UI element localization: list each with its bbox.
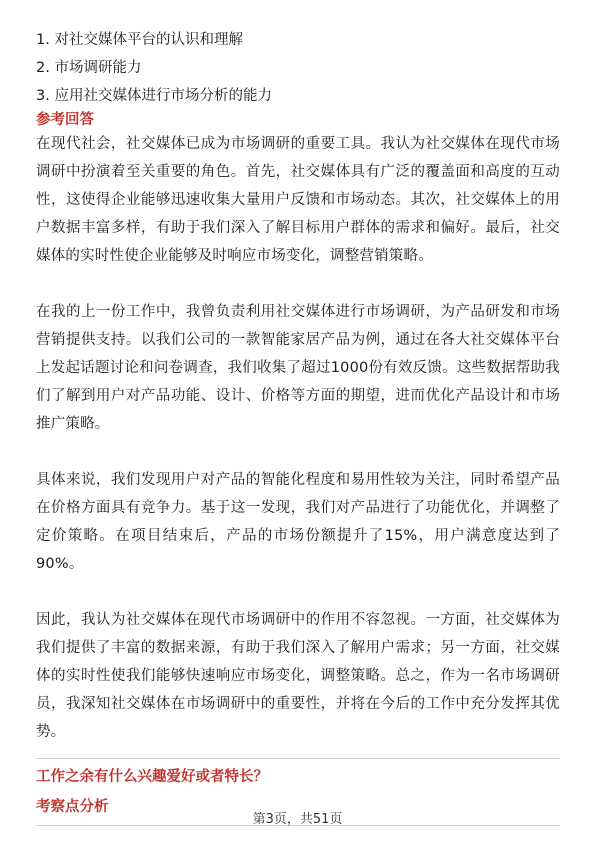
- list-item: 3. 应用社交媒体进行市场分析的能力: [36, 88, 272, 104]
- paragraph: 在现代社会，社交媒体已成为市场调研的重要工具。我认为社交媒体在现代市场调研中扮演着至关重要的角色。首先，社交媒体具有广泛的覆盖面和高度的互动性，这使得企业能够迅速收集大量用户反馈和市场动态。其次，社交媒体上的用户数据丰富多样，有助于我们深入了解目标用户群体的需求和偏好。最后，社交媒体的实时性使企业能够及时响应市场变化，调整营销策略。: [36, 136, 560, 264]
- paragraph: 因此，我认为社交媒体在现代市场调研中的作用不容忽视。一方面，社交媒体为我们提供了丰富的数据来源，有助于我们深入了解用户需求；另一方面，社交媒体的实时性使我们能够快速响应市场变化，调整策略。总之，作为一名市场调研员，我深知社交媒体在市场调研中的重要性，并将在今后的工作中充分发挥其优势。: [36, 612, 560, 740]
- page-footer: 第3页，共51页: [252, 812, 343, 827]
- paragraph: 在我的上一份工作中，我曾负责利用社交媒体进行市场调研，为产品研发和市场营销提供支持。以我们公司的一款智能家居产品为例，通过在各大社交媒体平台上发起话题讨论和问卷调查，我们收集了超过1000份有效反馈。这些数据帮助我们了解到用户对产品功能、设计、价格等方面的期望，进而优化产品设计和市场推广策略。: [36, 304, 560, 432]
- document-page: [36, 30, 560, 826]
- answer-heading: 参考回答: [36, 112, 94, 128]
- list-item: 2. 市场调研能力: [36, 60, 142, 76]
- next-question-heading: 工作之余有什么兴趣爱好或者特长？: [36, 769, 268, 785]
- list-item: 1. 对社交媒体平台的认识和理解: [36, 32, 243, 48]
- paragraph: 具体来说，我们发现用户对产品的智能化程度和易用性较为关注，同时希望产品在价格方面具有竞争力。基于这一发现，我们对产品进行了功能优化，并调整了定价策略。在项目结束后，产品的市场份额提升了15%，用户满意度达到了90%。: [36, 472, 560, 572]
- analysis-heading: 考察点分析: [36, 799, 109, 815]
